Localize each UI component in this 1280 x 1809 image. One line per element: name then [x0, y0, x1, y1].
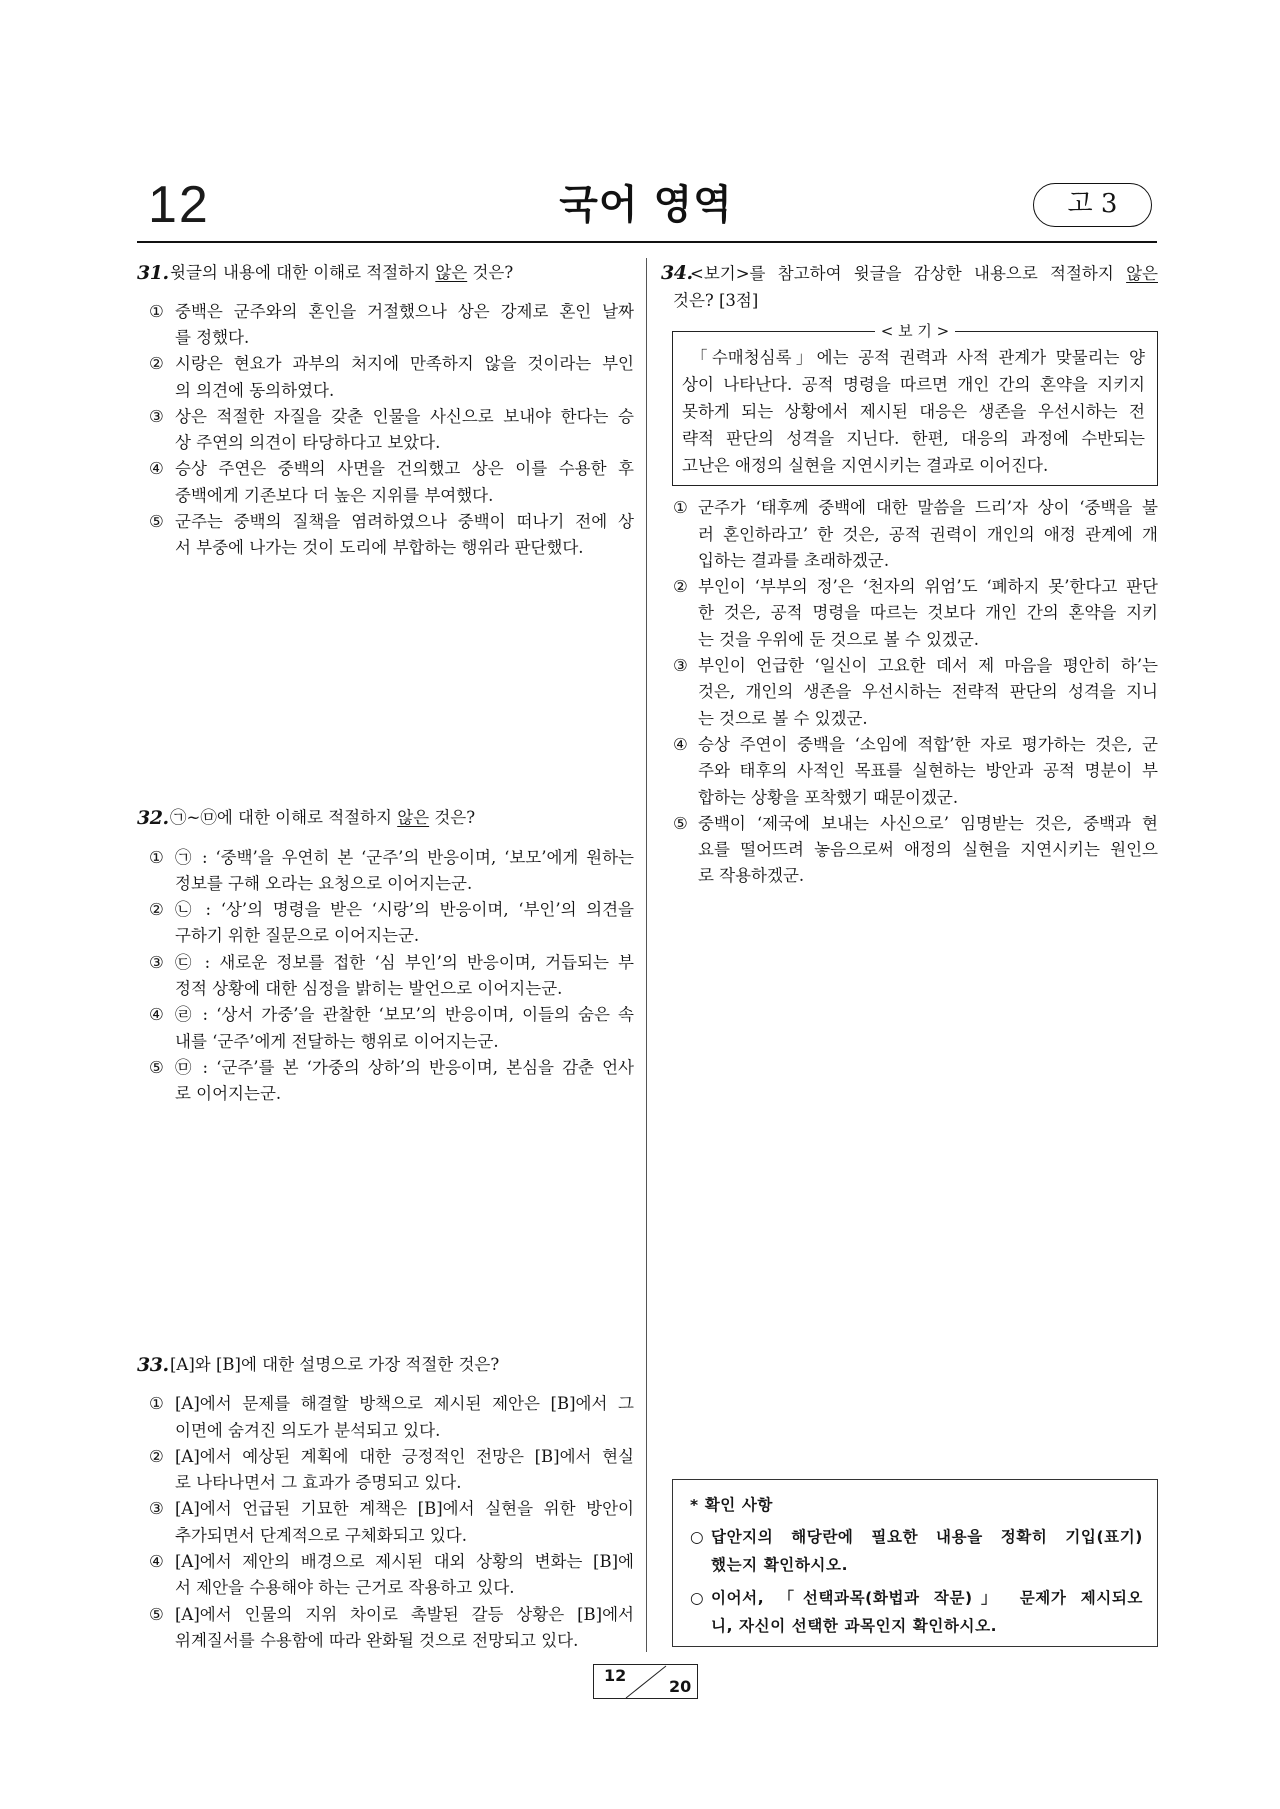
bogi-box [672, 322, 1158, 486]
total-pages: 20 [669, 1677, 692, 1696]
prompt-underline: 않은 [397, 808, 430, 827]
grade-badge: 고 3 [1033, 183, 1152, 227]
option-line: 서 부중에 나가는 것이 도리에 부합하는 행위라 판단했다. [175, 538, 584, 558]
column-divider [646, 258, 647, 1652]
option-number: ⑤ [673, 813, 688, 833]
q32-option-2 [149, 897, 634, 950]
current-page: 12 [604, 1666, 627, 1685]
q34-options [673, 495, 1158, 889]
option-line: [A]에서 제안의 배경으로 제시된 대외 상황의 변화는 [B]에 [175, 1552, 634, 1572]
notice-item [690, 1524, 1142, 1579]
option-line: ㉠ : ‘중백’을 우연히 본 ‘군주’의 반응이며, ‘보모’에게 원하는 [175, 847, 634, 867]
q32-option-1 [149, 845, 634, 898]
option-line: ㉢ : 새로운 정보를 접한 ‘심 부인’의 반응이며, 거듭되는 부 [175, 952, 634, 972]
q33-options [149, 1391, 634, 1654]
option-line: 로 이어지는군. [175, 1084, 282, 1104]
option-line: 는 것으로 볼 수 있겠군. [698, 708, 868, 728]
option-line: 로 작용하겠군. [698, 866, 805, 886]
option-line: 로 나타나면서 그 효과가 증명되고 있다. [175, 1473, 462, 1493]
option-line: 부인이 언급한 ‘일신이 고요한 데서 제 마음을 평안히 하’는 [698, 656, 1158, 676]
header-rule [137, 241, 1157, 243]
bogi-line: 상이 나타난다. 공적 명령을 따르면 개인 간의 혼약을 지키지 [682, 374, 1145, 394]
option-line: ㉣ : ‘상서 가중’을 관찰한 ‘보모’의 반응이며, 이들의 숨은 속 [175, 1005, 634, 1025]
q34-option-1 [673, 495, 1158, 574]
prompt-underline: 않은 [435, 263, 468, 282]
option-number: ② [149, 354, 164, 374]
prompt-text: 것은? [429, 808, 476, 827]
q34-option-5 [673, 811, 1158, 890]
q31-option-4 [149, 456, 634, 509]
option-line: 는 것을 우위에 둔 것으로 볼 수 있겠군. [698, 629, 980, 649]
notice-line: 답안지의 해당란에 필요한 내용을 정확히 기입(표기) [711, 1528, 1143, 1547]
q33-option-3 [149, 1496, 634, 1549]
notice-line: 이어서, 「선택과목(화법과 작문)」 문제가 제시되오 [711, 1589, 1143, 1608]
option-number: ③ [149, 406, 164, 426]
option-number: ④ [673, 734, 688, 754]
option-line: 군주가 ‘태후께 중백에 대한 말씀을 드리’자 상이 ‘중백을 불 [698, 498, 1158, 518]
page-title: 국어 영역 [559, 182, 733, 228]
option-number: ④ [149, 1552, 164, 1572]
option-line: 승상 주연은 중백의 사면을 건의했고 상은 이를 수용한 후 [175, 459, 634, 479]
option-number: ⑤ [149, 512, 164, 532]
option-line: 승상 주연이 중백을 ‘소임에 적합’한 자로 평가하는 것은, 군 [698, 734, 1158, 754]
q31-prompt [170, 260, 513, 286]
notice-item [690, 1585, 1142, 1640]
option-number: ① [149, 1394, 164, 1414]
q34-number: 34. [661, 262, 693, 284]
notice-title: * 확인 사항 [690, 1496, 773, 1515]
q32-option-5 [149, 1055, 634, 1108]
option-line: 러 혼인하라고’ 한 것은, 공적 권력이 개인의 애정 관계에 개 [698, 524, 1158, 544]
option-number: ① [149, 847, 164, 867]
option-line: 이면에 숨겨진 의도가 분석되고 있다. [175, 1420, 441, 1440]
q34-option-4 [673, 732, 1158, 811]
option-line: 시랑은 현요가 과부의 처지에 만족하지 않을 것이라는 부인 [175, 354, 634, 374]
q31-option-5 [149, 509, 634, 562]
prompt-text: 윗글의 내용에 대한 이해로 적절하지 [170, 263, 436, 282]
q31-option-2 [149, 351, 634, 404]
option-line: 상 주연의 의견이 타당하다고 보았다. [175, 433, 441, 453]
q32-options [149, 845, 634, 1108]
option-line: 를 정했다. [175, 327, 250, 347]
option-number: ⑤ [149, 1057, 164, 1077]
option-number: ② [673, 577, 688, 597]
bogi-line: 못하게 되는 상황에서 제시된 대응은 생존을 우선시하는 전 [682, 401, 1145, 421]
option-line: 군주는 중백의 질책을 염려하였으나 중백이 떠나기 전에 상 [175, 512, 634, 532]
option-line: 내를 ‘군주’에게 전달하는 행위로 이어지는군. [175, 1031, 499, 1051]
bogi-label [673, 320, 1157, 342]
q33-option-1 [149, 1391, 634, 1444]
q32-option-4 [149, 1002, 634, 1055]
bogi-line: 략적 판단의 성격을 지닌다. 한편, 대응의 과정에 수반되는 [682, 428, 1145, 448]
q34-option-3 [673, 653, 1158, 732]
option-line: ㉤ : ‘군주’를 본 ‘가중의 상하’의 반응이며, 본심을 감춘 언사 [175, 1057, 634, 1077]
bogi-line: 고난은 애정의 실현을 지연시키는 결과로 이어진다. [682, 455, 1049, 475]
q33-option-5 [149, 1602, 634, 1655]
prompt-text: <보기>를 참고하여 윗글을 감상한 내용으로 적절하지 [690, 264, 1127, 283]
option-line: 부인이 ‘부부의 정’은 ‘천자의 위엄’도 ‘폐하지 못’한다고 판단 [698, 577, 1158, 597]
prompt-text: ㉠~㉤에 대한 이해로 적절하지 [170, 808, 398, 827]
option-line: 서 제안을 수용해야 하는 근거로 작용하고 있다. [175, 1578, 515, 1598]
option-number: ④ [149, 459, 164, 479]
q34-option-2 [673, 574, 1158, 653]
option-number: ③ [673, 656, 688, 676]
option-line: 상은 적절한 자질을 갖춘 인물을 사신으로 보내야 한다는 승 [175, 406, 634, 426]
notice-line: 했는지 확인하시오. [711, 1555, 849, 1574]
option-number: ③ [149, 1499, 164, 1519]
option-line: 주와 태후의 사적인 목표를 실현하는 방안과 공적 명분이 부 [698, 761, 1158, 781]
check-notice-box [672, 1479, 1158, 1647]
q33-number: 33. [137, 1354, 169, 1376]
option-number: ① [149, 301, 164, 321]
option-line: [A]에서 인물의 지위 차이로 촉발된 갈등 상황은 [B]에서 [175, 1604, 634, 1624]
bogi-line: 「수매청심록」에는 공적 권력과 사적 관계가 맞물리는 양 [691, 347, 1145, 367]
q32-number: 32. [137, 807, 169, 829]
q31-number: 31. [137, 262, 169, 284]
q32-option-3 [149, 950, 634, 1003]
option-line: 요를 떨어뜨려 놓음으로써 애정의 실현을 지연시키는 원인으 [698, 840, 1158, 860]
q33-prompt: [A]와 [B]에 대한 설명으로 가장 적절한 것은? [170, 1355, 500, 1374]
q32-prompt [170, 805, 475, 831]
option-number: ② [149, 1446, 164, 1466]
option-line: 중백에게 기존보다 더 높은 지위를 부여했다. [175, 485, 494, 505]
option-line: 위계질서를 수용함에 따라 완화될 것으로 전망되고 있다. [175, 1630, 579, 1650]
option-line: 정적 상황에 대한 심정을 밝히는 발언으로 이어지는군. [175, 978, 563, 998]
circle-bullet-icon: ○ [690, 1528, 705, 1547]
q31-options [149, 299, 634, 562]
prompt-text: 것은? [467, 263, 514, 282]
q34-prompt-line [690, 260, 1158, 287]
option-number: ③ [149, 952, 164, 972]
circle-bullet-icon: ○ [690, 1589, 705, 1608]
option-line: 의 의견에 동의하였다. [175, 380, 335, 400]
prompt-underline: 않은 [1126, 264, 1158, 283]
option-line: 입하는 결과를 초래하겠군. [698, 550, 890, 570]
notice-line: 니, 자신이 선택한 과목인지 확인하시오. [711, 1616, 998, 1635]
q33-option-4 [149, 1549, 634, 1602]
option-line: 추가되면서 단계적으로 구체화되고 있다. [175, 1525, 467, 1545]
option-line: 한 것은, 공적 명령을 따르는 것보다 개인 간의 혼약을 지키 [698, 603, 1158, 623]
option-line: 합하는 상황을 포착했기 때문이겠군. [698, 787, 959, 807]
option-line: ㉡ : ‘상’의 명령을 받은 ‘시랑’의 반응이며, ‘부인’의 의견을 [175, 900, 634, 920]
option-number: ⑤ [149, 1604, 164, 1624]
q33-option-2 [149, 1444, 634, 1497]
option-line: 정보를 구해 오라는 요청으로 이어지는군. [175, 873, 473, 893]
option-line: 중백이 ‘제국에 보내는 사신으로’ 임명받는 것은, 중백과 현 [698, 813, 1158, 833]
option-line: 중백은 군주와의 혼인을 거절했으나 상은 강제로 혼인 날짜 [175, 301, 634, 321]
option-line: [A]에서 언급된 기묘한 계책은 [B]에서 실현을 위한 방안이 [175, 1499, 634, 1519]
option-line: [A]에서 문제를 해결할 방책으로 제시된 제안은 [B]에서 그 [175, 1394, 634, 1414]
q34-prompt-line: 것은? [3점] [673, 291, 759, 310]
q31-option-3 [149, 404, 634, 457]
bogi-label-text: < 보 기 > [875, 322, 955, 340]
option-number: ① [673, 498, 688, 518]
option-line: 것은, 개인의 생존을 우선시하는 전략적 판단의 성격을 지니 [698, 682, 1158, 702]
q31-option-1 [149, 299, 634, 352]
option-line: 구하기 위한 질문으로 이어지는군. [175, 926, 420, 946]
option-number: ② [149, 900, 164, 920]
page-number: 12 [148, 176, 210, 234]
option-number: ④ [149, 1005, 164, 1025]
page-indicator [593, 1664, 698, 1699]
option-line: [A]에서 예상된 계획에 대한 긍정적인 전망은 [B]에서 현실 [175, 1446, 634, 1466]
